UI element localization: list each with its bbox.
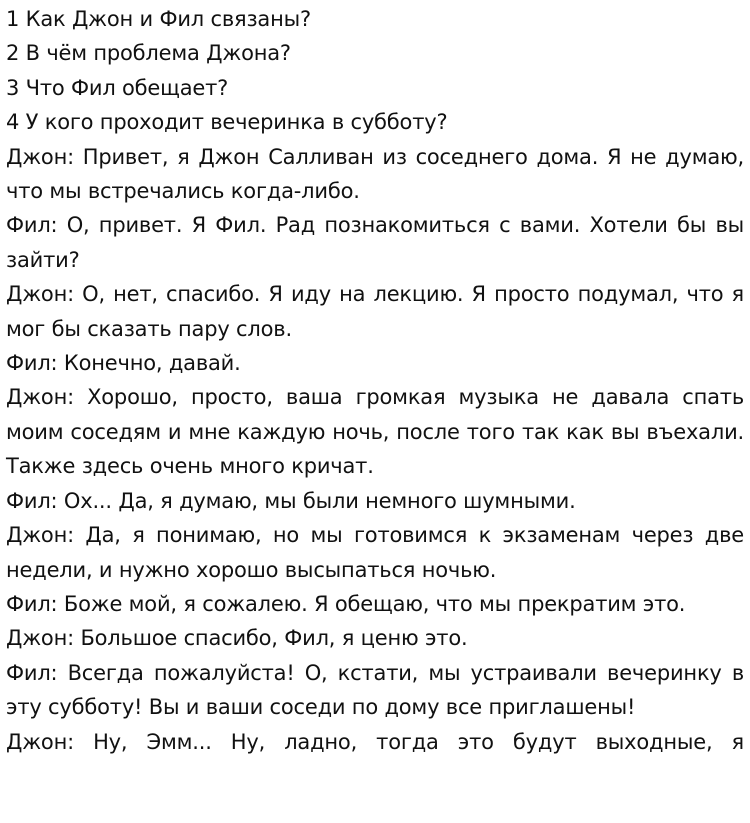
dialogue-line-3: Джон: О, нет, спасибо. Я иду на лекцию. Я просто подумал, что я мог бы сказать пару слов. [6,282,744,341]
dialogue-line-8: Фил: Боже мой, я сожалею. Я обещаю, что мы прекратим это. [6,591,686,616]
dialogue-line-1: Джон: Привет, я Джон Салливан из соседнего дома. Я не думаю, что мы встречались когда-либо. [6,144,744,204]
dialogue-line-2: Фил: О, привет. Я Фил. Рад познакомиться с вами. Хотели бы вы зайти? [6,213,744,272]
question-list [6,2,744,140]
dialogue-text [6,140,744,759]
question-3: 3 Что Фил обещает? [6,75,229,100]
question-1: 1 Как Джон и Фил связаны? [6,7,311,31]
dialogue-line-7: Джон: Да, я понимаю, но мы готовимся к экзаменам через две недели, и нужно хорошо высыпаться ночью. [6,523,744,582]
dialogue-line-5: Джон: Хорошо, просто, ваша громкая музыка не давала спать моим соседям и мне каждую ночь, после того так как вы въехали. Также здесь очень много кричат. [6,385,744,479]
dialogue-line-9: Джон: Большое спасибо, Фил, я ценю это. [6,626,468,651]
dialogue-line-6: Фил: Ох... Да, я думаю, мы были немного шумными. [6,488,576,513]
dialogue-line-4: Фил: Конечно, давай. [6,351,241,376]
dialogue-line-11: Джон: Ну, Эмм... Ну, ладно, тогда это будут выходные, я [6,729,744,754]
dialogue-line-10: Фил: Всегда пожалуйста! О, кстати, мы устраивали вечеринку в эту субботу! Вы и ваши соседи по дому все приглашены! [6,660,744,720]
question-2: 2 В чём проблема Джона? [6,41,291,66]
question-4: 4 У кого проходит вечеринка в субботу? [6,110,448,135]
